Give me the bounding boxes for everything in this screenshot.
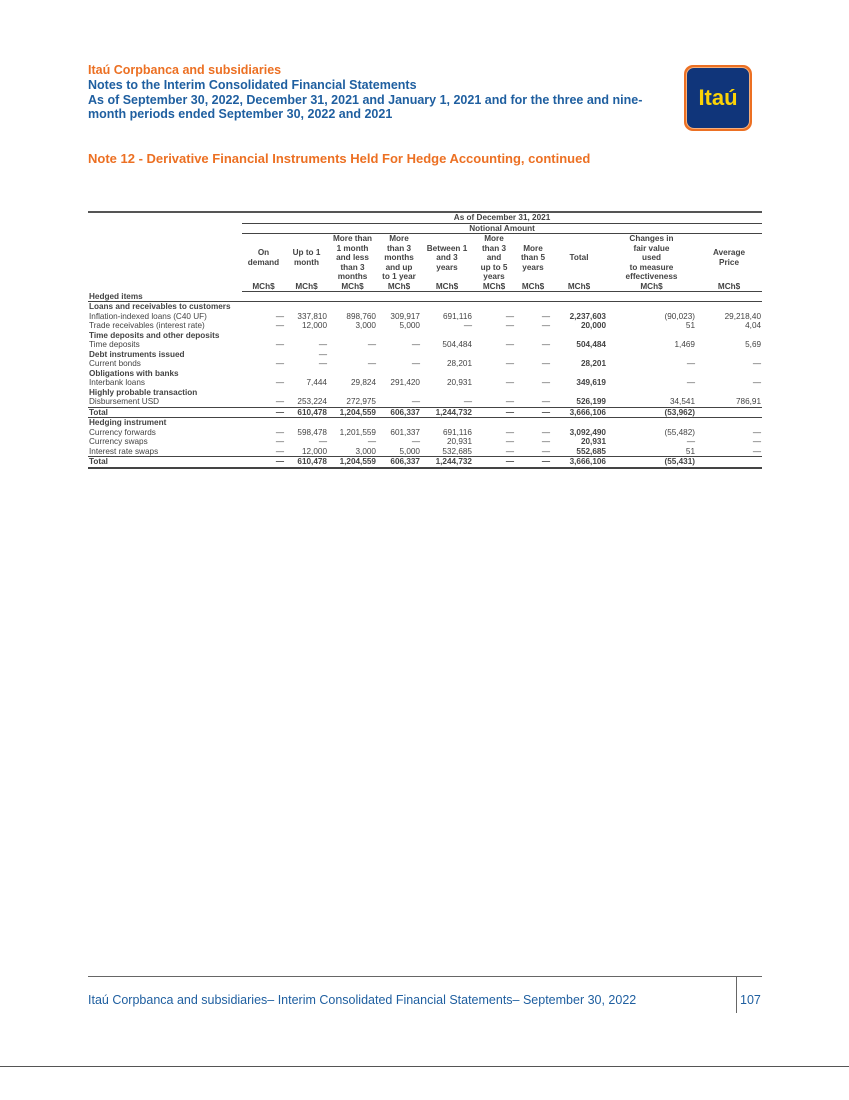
table-cell: 601,337 — [390, 427, 420, 437]
section-debt — [88, 350, 762, 360]
table-cell: — — [505, 427, 514, 437]
table-row — [88, 397, 762, 407]
col-3-to-5-years: More than 3 and up to 5 years — [480, 234, 508, 281]
table-cell: Interest rate swaps — [89, 446, 159, 456]
table-cell: — — [686, 359, 695, 368]
table-cell: Time deposits and other deposits — [89, 330, 220, 340]
table-cell: — — [752, 359, 762, 368]
table-cell: — — [505, 378, 514, 387]
table-cell: 504,484 — [576, 340, 606, 349]
notional-header: Notional Amount — [242, 223, 762, 234]
table-cell: — — [242, 457, 285, 468]
company-name: Itaú Corpbanca and subsidiaries — [88, 63, 282, 77]
table-cell: 3,092,490 — [569, 427, 606, 437]
table-cell: 4,04 — [745, 321, 762, 330]
table-cell: — — [367, 340, 376, 349]
table-cell: — — [541, 397, 550, 406]
table-cell: 12,000 — [301, 446, 327, 456]
table-cell: MCh$ — [607, 282, 696, 292]
table-cell: — — [505, 446, 514, 456]
table-row — [88, 359, 762, 369]
table-cell: — — [411, 340, 420, 349]
table-cell: 1,201,559 — [339, 427, 376, 437]
table-cell: Disbursement USD — [89, 397, 160, 406]
table-row — [88, 312, 762, 322]
table-cell — [696, 407, 762, 418]
table-cell: — — [686, 378, 695, 387]
table-cell: Currency swaps — [89, 437, 148, 446]
table-cell — [696, 457, 762, 468]
table-cell: 12,000 — [301, 321, 327, 330]
table-cell: 5,69 — [745, 340, 762, 349]
logo-text: Itaú — [698, 85, 738, 110]
table-cell: 526,199 — [576, 397, 606, 406]
table-cell: — — [275, 397, 284, 406]
table-cell: 504,484 — [442, 340, 472, 349]
period-header-row — [88, 212, 762, 223]
header-line-2: As of September 30, 2022, December 31, 2021 and January 1, 2021 and for the three and nine- — [88, 92, 643, 107]
table-cell: — — [367, 359, 376, 368]
note-title: Note 12 - Derivative Financial Instruments Held For Hedge Accounting, continued — [88, 151, 591, 166]
page-number: 107 — [740, 993, 761, 1007]
document-header — [88, 63, 668, 122]
table-cell: MCh$ — [696, 282, 762, 292]
table-cell: 272,975 — [346, 397, 376, 406]
table-cell: — — [275, 311, 284, 321]
table-cell: 20,931 — [446, 378, 472, 387]
table-cell: MCh$ — [285, 282, 328, 292]
table-row — [88, 437, 762, 447]
table-cell: 337,810 — [297, 311, 327, 321]
itau-logo — [684, 65, 752, 131]
hedging-instrument-row — [88, 418, 762, 428]
table-cell: — — [515, 457, 551, 468]
table-cell: 691,116 — [443, 311, 472, 321]
footer-text: Itaú Corpbanca and subsidiaries– Interim Consolidated Financial Statements– September 30, 2022 — [88, 993, 637, 1007]
table-cell: 691,116 — [443, 427, 472, 437]
table-cell: — — [275, 437, 284, 446]
header-line-1: Notes to the Interim Consolidated Financial Statements — [88, 78, 417, 92]
table-cell: (90,023) — [664, 311, 695, 321]
section-time-deposits — [88, 331, 762, 341]
table-cell: Currency forwards — [89, 427, 156, 437]
table-row — [88, 428, 762, 438]
table-cell: — — [505, 311, 514, 321]
col-on-demand: On demand — [247, 248, 280, 267]
table-cell: — — [505, 437, 514, 446]
table-cell: 532,685 — [442, 446, 472, 456]
table-cell: MCh$ — [473, 282, 515, 292]
table-cell: 28,201 — [580, 359, 606, 368]
table-cell: — — [242, 407, 285, 418]
total-row-hedging — [88, 457, 762, 468]
table-cell: — — [275, 427, 284, 437]
col-over-5-years: More than 5 years — [520, 243, 546, 272]
col-1-to-3-years: Between 1 and 3 years — [426, 243, 468, 272]
column-header-row — [88, 234, 762, 282]
hedged-items-label: Hedged items — [88, 292, 242, 302]
table-cell: (55,482) — [664, 427, 695, 437]
table-cell: Interbank loans — [89, 378, 145, 387]
table-cell: 3,000 — [355, 446, 376, 456]
table-cell: — — [275, 446, 284, 456]
hedged-items-row — [88, 292, 762, 302]
table-cell: — — [505, 340, 514, 349]
section-obligations — [88, 369, 762, 379]
table-cell: 1,204,559 — [328, 407, 377, 418]
table-cell: 610,478 — [285, 457, 328, 468]
table-cell: Debt instruments issued — [89, 349, 185, 359]
table-cell: 29,218,40 — [724, 311, 762, 321]
table-cell: — — [473, 407, 515, 418]
table-cell: 606,337 — [377, 407, 421, 418]
table-cell: Time deposits — [89, 340, 140, 349]
table-cell: — — [505, 359, 514, 368]
table-cell: — — [318, 340, 327, 349]
table-cell: — — [275, 321, 284, 330]
table-cell: — — [411, 437, 420, 446]
col-total: Total — [569, 253, 589, 262]
table-cell: — — [411, 359, 420, 368]
table-cell: — — [275, 359, 284, 368]
table-cell: Trade receivables (interest rate) — [89, 321, 205, 330]
table-cell: — — [541, 437, 550, 446]
table-cell: — — [541, 321, 550, 330]
table-cell: 1,204,559 — [328, 457, 377, 468]
table-cell: 1,244,732 — [421, 457, 473, 468]
table-cell: 20,000 — [580, 321, 606, 330]
table-cell: 20,931 — [446, 437, 472, 446]
table-cell: — — [541, 427, 550, 437]
table-cell: 349,619 — [576, 378, 606, 387]
table-cell: 51 — [685, 321, 695, 330]
table-cell: MCh$ — [328, 282, 377, 292]
unit-row — [88, 282, 762, 292]
table-cell: 253,224 — [297, 397, 327, 406]
table-row — [88, 378, 762, 388]
table-cell: 598,478 — [297, 427, 327, 437]
col-1-to-3-months: More than 1 month and less than 3 months — [332, 234, 373, 281]
table-cell: — — [463, 321, 472, 330]
table-cell: MCh$ — [551, 282, 607, 292]
table-cell: (55,431) — [607, 457, 696, 468]
table-cell: — — [275, 340, 284, 349]
table-cell: Total — [88, 457, 242, 468]
logo-inner — [686, 67, 750, 129]
table-cell: 309,917 — [390, 311, 420, 321]
page-bottom-rule — [0, 1066, 849, 1067]
footer-divider — [88, 976, 762, 977]
table-cell: — — [318, 349, 327, 359]
period-header: As of December 31, 2021 — [242, 212, 762, 223]
table-cell: 552,685 — [576, 446, 606, 456]
footer-page-separator — [736, 977, 737, 1013]
table-cell: (53,962) — [607, 407, 696, 418]
table-cell: — — [752, 427, 762, 437]
table-cell: 5,000 — [399, 321, 420, 330]
table-cell: — — [541, 359, 550, 368]
table-cell: 3,666,106 — [551, 407, 607, 418]
table-row — [88, 321, 762, 331]
section-highly-probable — [88, 388, 762, 398]
table-cell: 610,478 — [285, 407, 328, 418]
table-cell: — — [367, 437, 376, 446]
table-cell: 34,541 — [669, 397, 695, 406]
table-cell: — — [275, 378, 284, 387]
table-cell: — — [463, 397, 472, 406]
table-cell: — — [411, 397, 420, 406]
table-cell: — — [318, 437, 327, 446]
table-cell: — — [541, 311, 550, 321]
section-loans — [88, 302, 762, 312]
table-cell: Hedging instrument — [89, 418, 167, 427]
col-up-to-1-month: Up to 1 month — [292, 248, 321, 267]
table-cell: Loans and receivables to customers — [89, 302, 231, 311]
table-cell: 3,000 — [355, 321, 376, 330]
header-line-3: month periods ended September 30, 2022 and 2021 — [88, 107, 393, 121]
table-cell: — — [752, 446, 762, 456]
table-cell: 28,201 — [446, 359, 472, 368]
table-cell: 1,469 — [674, 340, 695, 349]
col-average-price: Average Price — [713, 248, 746, 267]
table-cell: 5,000 — [399, 446, 420, 456]
total-row-hedged — [88, 407, 762, 418]
table-cell: 1,244,732 — [421, 407, 473, 418]
table-cell: — — [541, 378, 550, 387]
notional-header-row — [88, 223, 762, 234]
hedge-accounting-table — [88, 211, 762, 469]
hedge-table — [88, 211, 762, 469]
table-cell: 29,824 — [350, 378, 376, 387]
table-cell: 51 — [685, 446, 695, 456]
table-cell: — — [505, 321, 514, 330]
table-cell: — — [318, 359, 327, 368]
table-cell: 2,237,603 — [569, 311, 606, 321]
table-cell: — — [752, 378, 762, 387]
table-cell: MCh$ — [421, 282, 473, 292]
table-cell: — — [515, 407, 551, 418]
table-row — [88, 340, 762, 350]
table-cell: Total — [88, 407, 242, 418]
table-cell: MCh$ — [515, 282, 551, 292]
table-cell: 291,420 — [390, 378, 420, 387]
table-cell: — — [541, 340, 550, 349]
table-cell: — — [752, 437, 762, 446]
table-row — [88, 447, 762, 457]
table-cell: MCh$ — [377, 282, 421, 292]
table-cell: — — [541, 446, 550, 456]
table-cell: 786,91 — [736, 397, 762, 406]
table-cell: Obligations with banks — [89, 368, 179, 378]
table-cell: 3,666,106 — [551, 457, 607, 468]
table-cell: 7,444 — [306, 378, 327, 387]
table-cell: Inflation-indexed loans (C40 UF) — [89, 311, 207, 321]
col-changes-fair-value: Changes in fair value used to measure effectiveness — [625, 234, 678, 281]
table-cell: 898,760 — [346, 311, 376, 321]
table-cell: 606,337 — [377, 457, 421, 468]
table-cell: — — [505, 397, 514, 406]
table-cell: Highly probable transaction — [89, 387, 198, 397]
table-cell: MCh$ — [242, 282, 285, 292]
table-cell: — — [473, 457, 515, 468]
table-cell: — — [686, 437, 695, 446]
col-3-months-to-1-year: More than 3 months and up to 1 year — [382, 234, 416, 281]
table-cell: 20,931 — [580, 437, 606, 446]
table-cell: Current bonds — [89, 359, 141, 368]
